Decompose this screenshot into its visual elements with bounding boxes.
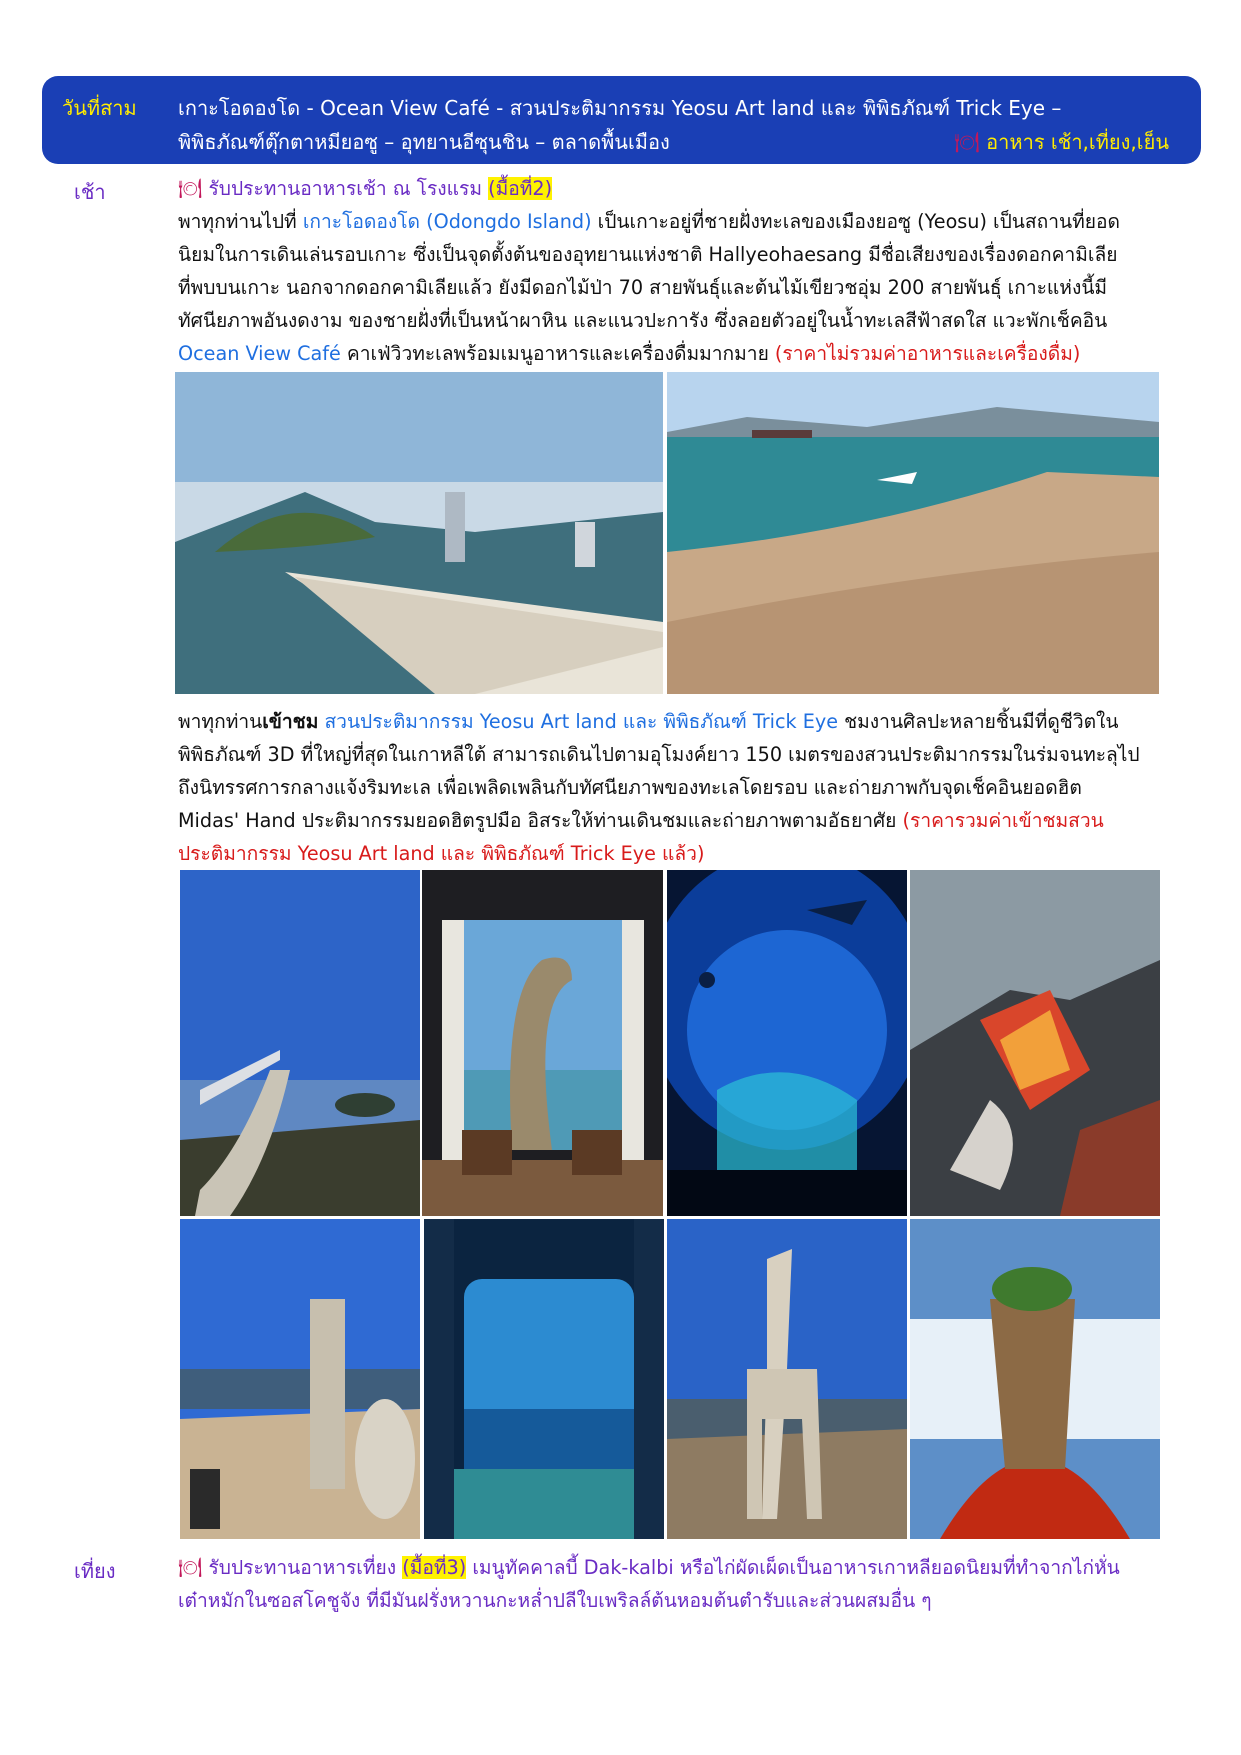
day-header xyxy=(42,76,1201,164)
noon-label: เที่ยง xyxy=(74,1559,116,1583)
photo-3d-road-art xyxy=(910,870,1160,1216)
price-note: (ราคาไม่รวมค่าอาหารและเครื่องดื่ม) xyxy=(774,342,1081,365)
photo-aquarium-tunnel xyxy=(667,870,907,1216)
itinerary-line-2: พิพิธภัณฑ์ตุ๊กตาหมียอซู – อุทยานอีซุนชิน – ตลาดพื้นเมือง xyxy=(178,130,670,154)
lunch-paragraph: 🍽 รับประทานอาหารเที่ยง (มื้อที่3) เมนูทัคคาลบี้ Dak-kalbi หรือไก่ผัดเผ็ดเป็นอาหารเกาหลียอดนิยมที่ทำจากไก่หั่น เต๋าหมักในซอสโคชูจัง ที่มีมันฝรั่งหวานกะหล่ำปลีใบเพริลล์ต้นหอมต้นตำรับและส่วนผสมอื่น ๆ xyxy=(178,1556,1120,1612)
meal-number-badge: (มื้อที่2) xyxy=(488,177,553,200)
photo-odongdo-causeway xyxy=(175,372,663,694)
meals-summary xyxy=(954,126,1169,158)
price-note: ประติมากรรม Yeosu Art land และ พิพิธภัณฑ์ Trick Eye แล้ว) xyxy=(178,842,705,865)
breakfast-text: รับประทานอาหารเช้า ณ โรงแรม xyxy=(208,177,482,200)
morning-label: เช้า xyxy=(74,180,106,204)
meals-text: อาหาร เช้า,เที่ยง,เย็น xyxy=(986,130,1169,154)
photo-rocky-coast xyxy=(667,372,1159,694)
plate-icon: 🍽 xyxy=(178,1556,203,1579)
artland-link: สวนประติมากรรม Yeosu Art land และ พิพิธภัณฑ์ Trick Eye xyxy=(318,710,839,733)
artland-paragraph: พาทุกท่านเข้าชม สวนประติมากรรม Yeosu Art land และ พิพิธภัณฑ์ Trick Eye ชมงานศิลปะหลายชิ้นมีที่ดูชีวิตใน พิพิธภัณฑ์ 3D ที่ใหญ่ที่สุดในเกาหลีใต้ สามารถเดินไปตามอุโมงค์ยาว 150 เมตรของสวนประติมากรรมในร่มจนทะลุไป ถึงนิทรรศการกลางแจ้งริมทะเล เพื่อเพลิดเพลินกับทัศนียภาพของทะเลโดยรอบ และถ่ายภาพกับจุดเช็คอินยอดฮิต Midas' Hand ประติมากรรมยอดฮิตรูปมือ อิสระให้ท่านเดินชมและถ่ายภาพตามอัธยาศัย (ราคารวมค่าเข้าชมสวน ประติมากรรม Yeosu Art land และ พิพิธภัณฑ์ Trick Eye แล้ว) xyxy=(178,705,1178,870)
odongdo-link: เกาะโอดองโด (Odongdo Island) xyxy=(302,210,592,233)
cafe-link: Ocean View Café xyxy=(178,342,341,365)
photo-dinosaur-trick-art xyxy=(422,870,663,1216)
itinerary-line-1: เกาะโอดองโด - Ocean View Café - สวนประติมากรรม Yeosu Art land และ พิพิธภัณฑ์ Trick Eye – xyxy=(178,96,1062,120)
photo-aquarium-tank xyxy=(424,1219,664,1539)
plate-icon: 🍽 xyxy=(178,177,203,200)
day-label: วันที่สาม xyxy=(62,96,137,120)
photo-floating-island-art xyxy=(910,1219,1160,1539)
photo-sculpture-garden xyxy=(180,1219,420,1539)
breakfast-line xyxy=(178,172,1178,205)
photo-midas-hand xyxy=(180,870,420,1216)
meal-number-badge: (มื้อที่3) xyxy=(402,1556,467,1579)
plate-icon: 🍽 xyxy=(954,130,980,154)
odongdo-paragraph: พาทุกท่านไปที่ เกาะโอดองโด (Odongdo Island) เป็นเกาะอยู่ที่ชายฝั่งทะเลของเมืองยอซู (Yeosu) เป็นสถานที่ยอด นิยมในการเดินเล่นรอบเกาะ ซึ่งเป็นจุดตั้งต้นของอุทยานแห่งชาติ Hallyeohaesang มีชื่อเสียงของเรื่องดอกคามิเลีย ที่พบบนเกาะ นอกจากดอกคามิเลียแล้ว ยังมีดอกไม้ป่า 70 สายพันธุ์และต้นไม้เขียวชอุ่ม 200 สายพันธุ์ เกาะแห่งนี้มี ทัศนียภาพอันงดงาม ของชายฝั่งที่เป็นหน้าผาหิน และแนวปะการัง ซึ่งลอยตัวอยู่ในน้ำทะเลสีฟ้าสดใส แวะพักเช็คอิน Ocean View Café คาเฟ่วิวทะเลพร้อมเมนูอาหารและเครื่องดื่มมากมาย (ราคาไม่รวมค่าอาหารและเครื่องดื่ม) xyxy=(178,210,1120,365)
photo-giraffe-sculpture xyxy=(667,1219,907,1539)
